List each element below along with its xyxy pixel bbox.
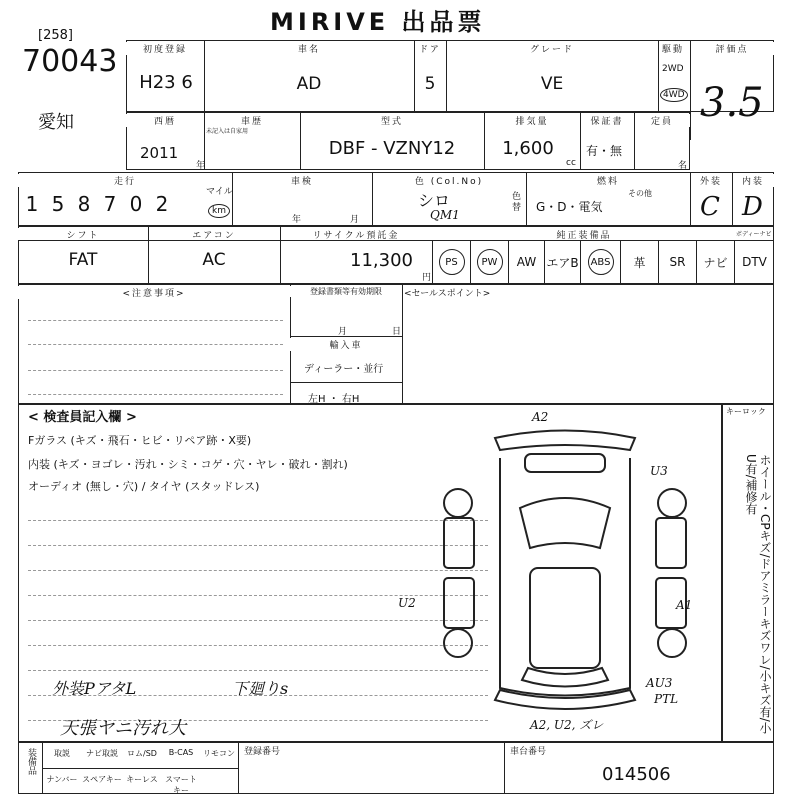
note-line — [28, 344, 283, 345]
footer-item: キーレス — [126, 775, 158, 784]
inspector-title: < 検査員記入欄 > — [28, 410, 137, 425]
ac-label: エアコン — [148, 228, 280, 241]
location: 愛知 — [38, 112, 74, 133]
note-line — [28, 620, 488, 621]
divider — [580, 112, 581, 170]
yen-unit: 円 — [422, 273, 432, 283]
ac-value: AC — [202, 250, 226, 270]
mile-unit: マイル — [206, 187, 233, 197]
mileage-digits — [22, 192, 172, 216]
equip-label: エアB — [546, 255, 579, 270]
caution-label: <注意事項> — [18, 286, 290, 299]
mileage-digit: 1 — [25, 192, 39, 216]
doors-value: 5 — [424, 74, 436, 94]
steering-option: 左H ・ 右H — [308, 394, 360, 405]
equip-label: DTV — [742, 255, 767, 269]
wheel-notes: ホイール・CPキズ/ドアミラーキズワレ/小キズ有/小U有/補修有 — [744, 454, 772, 734]
warranty-label: 保証書 — [580, 114, 634, 127]
drive-label: 駆動 — [658, 42, 688, 55]
equip-ps — [432, 240, 470, 284]
fuel-label: 燃料 — [526, 174, 690, 187]
note-line — [28, 320, 283, 321]
color-label: 色 (Col.No) — [372, 174, 526, 187]
sales-point-label: <セールスポイント> — [404, 286, 490, 299]
divider — [290, 382, 402, 383]
car-mark: PTL — [654, 692, 679, 706]
interior-label: 内装 — [732, 174, 774, 187]
year-label: 西暦 — [126, 114, 204, 127]
score-label: 評価点 — [690, 42, 774, 55]
divider — [690, 40, 691, 140]
divider — [42, 768, 238, 769]
note-line — [28, 570, 488, 571]
mileage-digit: 8 — [77, 192, 91, 216]
divider — [290, 336, 402, 337]
divider — [232, 172, 233, 226]
divider — [690, 172, 691, 226]
note-line — [28, 394, 283, 395]
divider — [634, 112, 635, 170]
door-label: ドア — [414, 42, 446, 55]
mileage-digit: 2 — [155, 192, 169, 216]
car-mark: A1 — [676, 598, 693, 612]
note-line — [28, 520, 488, 521]
serial-value: 014506 — [602, 764, 671, 785]
footer-item: B-CAS — [168, 748, 194, 757]
interior-grade: D — [742, 192, 763, 222]
reg-day: 日 — [392, 327, 402, 337]
audio-check: オーディオ (無し・穴) / タイヤ (スタッドレス) — [28, 480, 260, 493]
lot-number: 70043 — [22, 44, 118, 79]
score-value: 3.5 — [700, 80, 764, 126]
equip-pw — [470, 240, 508, 284]
footer-item: スマートキー — [165, 775, 197, 795]
divider — [504, 742, 505, 794]
car-mark: U2 — [398, 596, 416, 610]
year-suffix: 年 — [196, 161, 206, 171]
car-mark: U3 — [650, 464, 668, 478]
capacity-suffix: 名 — [678, 161, 688, 171]
footer-item: ナンバー — [46, 775, 78, 784]
inspection-label: 車検 — [232, 174, 372, 187]
mileage-digit: 5 — [51, 192, 65, 216]
grade-label: グレード — [446, 42, 658, 55]
divider — [238, 742, 239, 794]
equip-aw — [508, 240, 544, 284]
equip-abs — [580, 240, 620, 284]
divider — [658, 40, 659, 112]
glass-check: Fガラス (キズ・飛石・ヒビ・リペア跡・X要) — [28, 434, 252, 447]
capacity-label: 定員 — [634, 114, 690, 127]
shift-value: FAT — [68, 250, 98, 270]
dealer-option: ディーラー・並行 — [304, 364, 384, 375]
footer-item: 取説 — [54, 749, 70, 758]
inspection-month: 月 — [350, 215, 360, 225]
interior-check: 内装 (キズ・ヨゴレ・汚れ・シミ・コゲ・穴・ヤレ・破れ・割れ) — [28, 458, 348, 471]
model-value: DBF - VZNY12 — [328, 138, 456, 159]
note-line — [28, 670, 488, 671]
first-reg-value: H23 6 — [139, 72, 193, 93]
equip-label: AW — [516, 255, 537, 269]
exterior-label: 外装 — [690, 174, 732, 187]
equip-label: SR — [669, 255, 686, 269]
handwritten-note-3: 天張ヤニ汚れ大 — [60, 718, 186, 739]
color-value: シロ — [418, 191, 451, 210]
equipment-last-header: ボディーナビ — [736, 231, 772, 238]
handwritten-note-2: 下廻りs — [232, 679, 289, 698]
equip-dtv — [734, 240, 774, 284]
recycle-value: 11,300 — [350, 250, 413, 271]
import-label: 輸入車 — [290, 338, 402, 351]
drive-2wd: 2WD — [662, 64, 684, 74]
displacement-value: 1,600 — [502, 138, 554, 159]
note-line — [28, 595, 488, 596]
km-unit: km — [208, 204, 230, 218]
mileage-label: 走行 — [18, 174, 232, 187]
equip-leather — [620, 240, 658, 284]
divider — [402, 284, 403, 404]
equipment-label: 純正装備品 — [432, 228, 736, 241]
equip-label: ABS — [588, 249, 614, 275]
recycle-label: リサイクル預託金 — [280, 228, 432, 241]
displacement-label: 排気量 — [484, 114, 580, 127]
warranty-value: 有・無 — [586, 144, 623, 158]
inspection-year: 年 — [292, 215, 302, 225]
lot-code: [258] — [38, 28, 73, 43]
car-name-value: AD — [296, 74, 322, 94]
car-mark: AU3 — [646, 676, 673, 690]
vehicle-type-label: 車歴 — [204, 114, 300, 127]
inspection-no-label: 登録番号 — [244, 747, 281, 757]
fuel-options: G・D・電気 — [536, 200, 603, 214]
year-value: 2011 — [140, 144, 179, 162]
equip-label: 革 — [633, 255, 646, 270]
footer-side-label: 装備品 — [26, 748, 36, 775]
fuel-other: その他 — [628, 189, 652, 198]
divider — [372, 172, 373, 226]
grade-value: VE — [540, 74, 564, 94]
note-line — [28, 645, 488, 646]
mileage-digit: 0 — [129, 192, 143, 216]
footer-item: スペアキー — [82, 775, 122, 784]
divider — [732, 172, 733, 226]
exterior-grade: C — [700, 192, 720, 222]
equip-label: PW — [477, 249, 503, 275]
cc-unit: cc — [566, 158, 576, 168]
reg-month: 月 — [338, 327, 348, 337]
equip-navi — [696, 240, 734, 284]
car-mark: A2, U2, ズレ — [530, 718, 604, 732]
note-line — [28, 370, 283, 371]
equip-label: PS — [439, 249, 465, 275]
divider — [526, 172, 527, 226]
footer-row-b — [42, 774, 200, 796]
footer-row-a — [42, 748, 238, 759]
name-label: 車名 — [204, 42, 414, 55]
car-mark: A2 — [532, 410, 549, 424]
equip-sunroof — [658, 240, 696, 284]
color-no: QM1 — [430, 208, 460, 222]
footer-item: ロム/SD — [127, 749, 157, 758]
shift-label: シフト — [18, 228, 148, 241]
key-lock-label: キーロック — [726, 407, 766, 416]
form-title: MIRIVE 出品票 — [270, 8, 486, 36]
handwritten-note-1: 外装PアタL — [52, 679, 137, 698]
drive-4wd: 4WD — [660, 88, 688, 102]
vehicle-note: 未記入は自家用 — [206, 128, 249, 135]
divider — [280, 226, 281, 284]
footer-item: リモコン — [203, 749, 235, 758]
reg-deadline-label: 登録書類等有効期限 — [290, 286, 402, 297]
equip-label: ナビ — [703, 255, 728, 270]
footer-item: ナビ取説 — [86, 749, 118, 758]
color-change: 色替 — [512, 192, 522, 213]
serial-label: 車台番号 — [510, 747, 547, 757]
equip-airbag — [544, 240, 580, 284]
mileage-digit: 7 — [103, 192, 117, 216]
note-line — [28, 545, 488, 546]
model-label: 型式 — [300, 114, 484, 127]
first-reg-label: 初度登録 — [126, 42, 204, 55]
